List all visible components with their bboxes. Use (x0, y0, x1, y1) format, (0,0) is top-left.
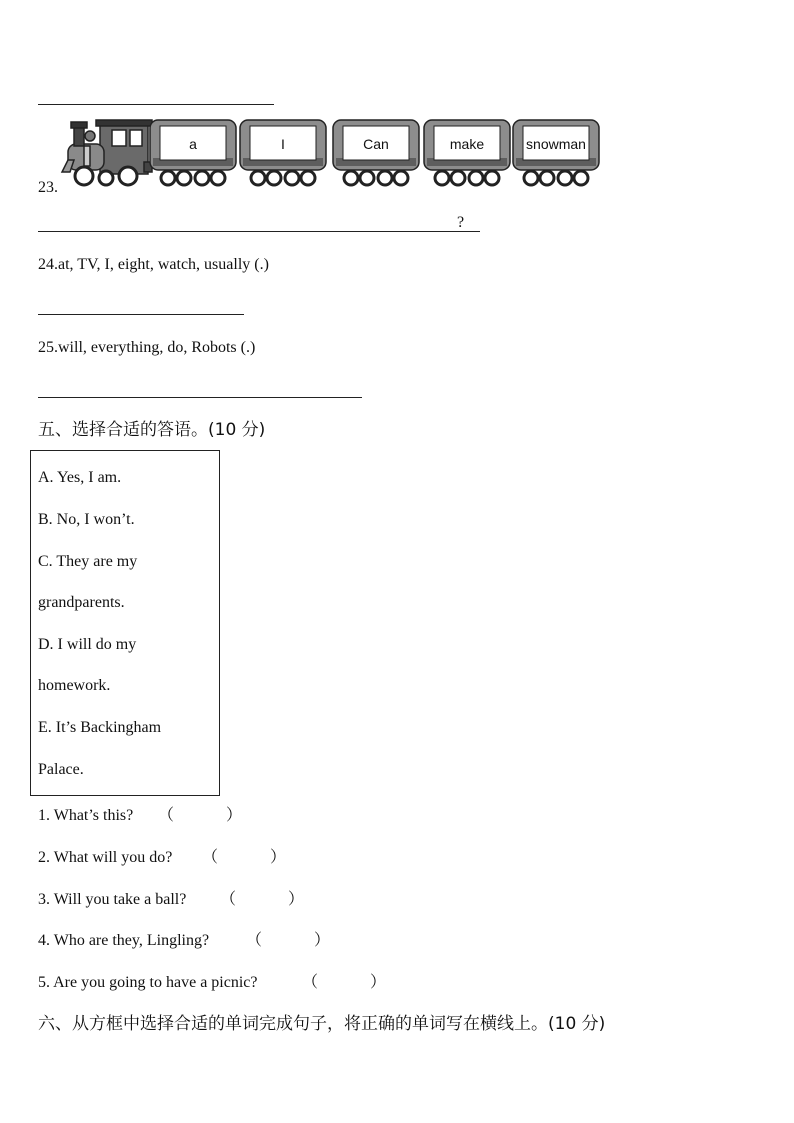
option-line: grandparents. (38, 594, 125, 611)
train-word: a (189, 136, 197, 152)
option-line: Palace. (38, 761, 84, 778)
answer-line-25[interactable] (38, 397, 362, 398)
answer-blank-1-close[interactable]: ） (226, 807, 243, 824)
option-line: E. It’s Backingham (38, 719, 162, 736)
answer-blank-3-open[interactable]: （ (220, 891, 237, 908)
option-line: A. Yes, I am. (38, 469, 122, 486)
option-line: homework. (38, 677, 111, 694)
question-2-text: 2. What will you do? (38, 849, 173, 866)
answer-blank-5-close[interactable]: ） (370, 974, 387, 991)
q24-text: 24.at, TV, I, eight, watch, usually (.) (38, 256, 269, 273)
train-car-3 (333, 120, 419, 185)
train-word: snowman (526, 136, 586, 152)
option-line: C. They are my (38, 553, 138, 570)
section6-heading: 六、从方框中选择合适的单词完成句子，将正确的单词写在横线上。(10 分) (38, 1014, 606, 1034)
question-4-text: 4. Who are they, Lingling? (38, 932, 210, 949)
answer-options-box (30, 450, 220, 796)
train-car-2 (240, 120, 326, 185)
q23-end-mark: ? (457, 214, 465, 231)
train-car-4 (424, 120, 510, 185)
answer-blank-4-open[interactable]: （ (246, 932, 263, 949)
answer-blank-2-open[interactable]: （ (202, 849, 219, 866)
train-word: Can (363, 136, 389, 152)
q23-number: 23. (38, 179, 58, 196)
question-5-text: 5. Are you going to have a picnic? (38, 974, 258, 991)
answer-blank-2-close[interactable]: ） (270, 849, 287, 866)
option-line: B. No, I won’t. (38, 511, 135, 528)
answer-blank-3-close[interactable]: ） (288, 891, 305, 908)
question-3-text: 3. Will you take a ball? (38, 891, 187, 908)
train-word: make (449, 136, 485, 152)
option-line: D. I will do my (38, 636, 137, 653)
answer-blank-1-open[interactable]: （ (158, 807, 175, 824)
section5-heading: 五、选择合适的答语。(10 分) (38, 420, 266, 440)
q25-text: 25.will, everything, do, Robots (.) (38, 339, 256, 356)
train-car-1 (150, 120, 236, 185)
locomotive-icon (62, 120, 152, 185)
answer-blank-4-close[interactable]: ） (314, 932, 331, 949)
answer-blank-5-open[interactable]: （ (302, 974, 319, 991)
answer-line-23[interactable] (38, 231, 480, 232)
train-car-5 (513, 120, 599, 185)
answer-line-24[interactable] (38, 314, 244, 315)
train-illustration (60, 112, 605, 194)
train-word: I (281, 136, 285, 152)
answer-line-22[interactable] (38, 104, 274, 105)
question-1-text: 1. What’s this? (38, 807, 134, 824)
